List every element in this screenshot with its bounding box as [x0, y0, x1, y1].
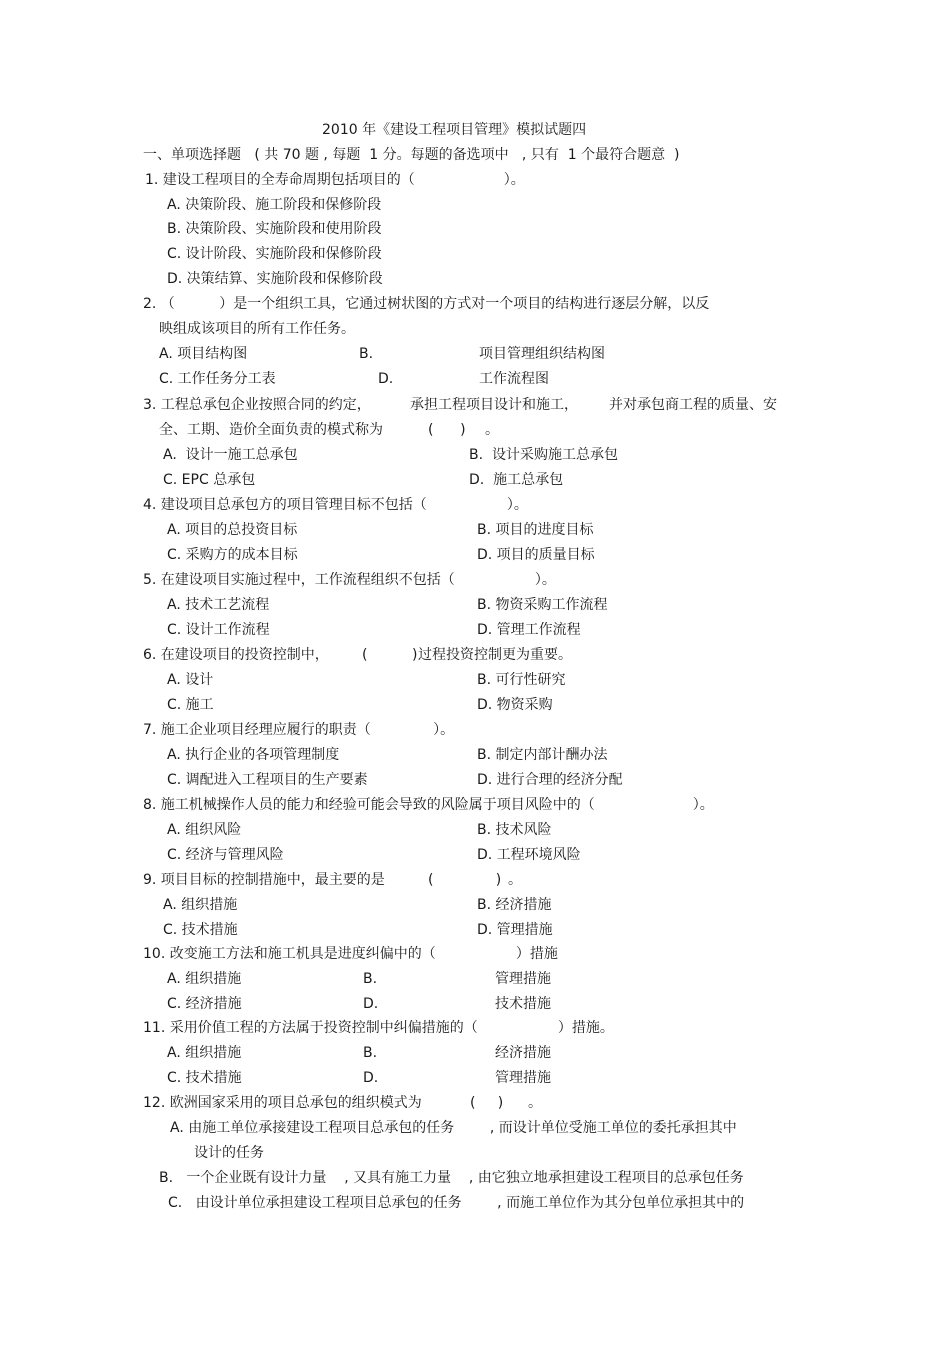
- answer-option: B. 决策阶段、实施阶段和使用阶段: [167, 221, 382, 237]
- question-stem: 6. 在建设项目的投资控制中，: [143, 647, 329, 663]
- answer-option: B.: [359, 346, 374, 362]
- answer-option: 项目管理组织结构图: [479, 346, 605, 362]
- answer-option: 经济措施: [495, 1045, 551, 1061]
- answer-option: D. 管理工作流程: [477, 622, 581, 638]
- question-stem: 全、工期、造价全面负责的模式称为: [159, 422, 383, 438]
- answer-option: 技术措施: [495, 996, 551, 1012]
- question-stem: 2. （ ）是一个组织工具，它通过树状图的方式对一个项目的结构进行逐层分解，以反: [143, 296, 710, 312]
- answer-option: B.: [363, 971, 378, 987]
- answer-option: B. 可行性研究: [477, 672, 566, 688]
- question-stem: 9. 项目目标的控制措施中，最主要的是: [143, 872, 385, 888]
- question-stem: 12. 欧洲国家采用的项目总承包的组织模式为: [143, 1095, 422, 1111]
- answer-option: 工作流程图: [479, 371, 549, 387]
- answer-option: D. 工程环境风险: [477, 847, 581, 863]
- question-stem: 1. 建设工程项目的全寿命周期包括项目的（ ）。: [145, 172, 525, 188]
- answer-option: C. 施工: [167, 697, 214, 713]
- answer-option: B. 技术风险: [477, 822, 552, 838]
- answer-option: D. 施工总承包: [469, 472, 564, 488]
- answer-option: A. 决策阶段、施工阶段和保修阶段: [167, 197, 382, 213]
- answer-option: A. 设计: [167, 672, 214, 688]
- answer-option: 管理措施: [495, 971, 551, 987]
- answer-option: C. 设计工作流程: [167, 622, 270, 638]
- answer-option: B. 一个企业既有设计力量 , 又具有施工力量 , 由它独立地承担建设工程项目的总承包任务: [159, 1170, 744, 1186]
- answer-option: C. 技术措施: [167, 1070, 242, 1086]
- answer-option: 设计的任务: [194, 1145, 264, 1161]
- answer-option: A. 组织风险: [167, 822, 242, 838]
- answer-option: A. 组织措施: [167, 971, 242, 987]
- answer-option: D. 管理措施: [477, 922, 553, 938]
- answer-option: C. 工作任务分工表: [159, 371, 276, 387]
- section-heading: 一、单项选择题 ( 共 70 题 , 每题 1 分。每题的备选项中 , 只有 1 个最符合题意 ): [143, 147, 680, 163]
- answer-option: A. 执行企业的各项管理制度: [167, 747, 340, 763]
- question-stem: 5. 在建设项目实施过程中，工作流程组织不包括（ ）。: [143, 572, 556, 588]
- answer-option: B. 制定内部计酬办法: [477, 747, 608, 763]
- answer-option: A. 技术工艺流程: [167, 597, 270, 613]
- question-stem: 11. 采用价值工程的方法属于投资控制中纠偏措施的（ ）措施。: [143, 1020, 614, 1036]
- answer-option: D. 项目的质量目标: [477, 547, 595, 563]
- answer-option: B.: [363, 1045, 378, 1061]
- question-stem: 。: [508, 872, 522, 888]
- question-stem: ( ): [428, 422, 466, 438]
- question-stem: 并对承包商工程的质量、安: [609, 397, 777, 413]
- question-stem: 10. 改变施工方法和施工机具是进度纠偏中的（ ）措施: [143, 946, 558, 962]
- question-stem: 7. 施工企业项目经理应履行的职责（ ）。: [143, 722, 455, 738]
- answer-option: D. 决策结算、实施阶段和保修阶段: [167, 271, 383, 287]
- exam-title: 2010 年《建设工程项目管理》模拟试题四: [322, 122, 587, 138]
- answer-option: D.: [363, 1070, 379, 1086]
- question-stem: 。: [528, 1095, 542, 1111]
- answer-option: A. 组织措施: [163, 897, 238, 913]
- answer-option: C. 设计阶段、实施阶段和保修阶段: [167, 246, 382, 262]
- question-stem: 。: [485, 422, 499, 438]
- answer-option: C. 技术措施: [163, 922, 238, 938]
- question-stem: ( ): [428, 872, 502, 888]
- question-stem: 承担工程项目设计和施工，: [410, 397, 578, 413]
- answer-option: A. 项目的总投资目标: [167, 522, 298, 538]
- answer-option: C. EPC 总承包: [163, 472, 256, 488]
- question-stem: 过程投资控制更为重要。: [418, 647, 572, 663]
- answer-option: B. 项目的进度目标: [477, 522, 594, 538]
- answer-option: C. 由设计单位承担建设工程项目总承包的任务 , 而施工单位作为其分包单位承担其中的: [168, 1195, 745, 1211]
- answer-option: A. 组织措施: [167, 1045, 242, 1061]
- answer-option: C. 经济与管理风险: [167, 847, 284, 863]
- answer-option: B. 设计采购施工总承包: [469, 447, 618, 463]
- question-stem: ( ): [470, 1095, 504, 1111]
- answer-option: A. 设计一施工总承包: [163, 447, 298, 463]
- answer-option: D.: [363, 996, 379, 1012]
- answer-option: D. 物资采购: [477, 697, 553, 713]
- answer-option: 管理措施: [495, 1070, 551, 1086]
- answer-option: B. 物资采购工作流程: [477, 597, 608, 613]
- question-stem: 映组成该项目的所有工作任务。: [159, 321, 355, 337]
- answer-option: C. 经济措施: [167, 996, 242, 1012]
- answer-option: D. 进行合理的经济分配: [477, 772, 623, 788]
- answer-option: A. 项目结构图: [159, 346, 248, 362]
- answer-option: C. 调配进入工程项目的生产要素: [167, 772, 368, 788]
- question-stem: 3. 工程总承包企业按照合同的约定，: [143, 397, 371, 413]
- answer-option: C. 采购方的成本目标: [167, 547, 298, 563]
- answer-option: D.: [378, 371, 394, 387]
- answer-option: A. 由施工单位承接建设工程项目总承包的任务 , 而设计单位受施工单位的委托承担其中: [170, 1120, 737, 1136]
- answer-option: B. 经济措施: [477, 897, 552, 913]
- question-stem: 4. 建设项目总承包方的项目管理目标不包括（ ）。: [143, 497, 528, 513]
- question-stem: 8. 施工机械操作人员的能力和经验可能会导致的风险属于项目风险中的（ ）。: [143, 797, 714, 813]
- question-stem: ( ): [362, 647, 418, 663]
